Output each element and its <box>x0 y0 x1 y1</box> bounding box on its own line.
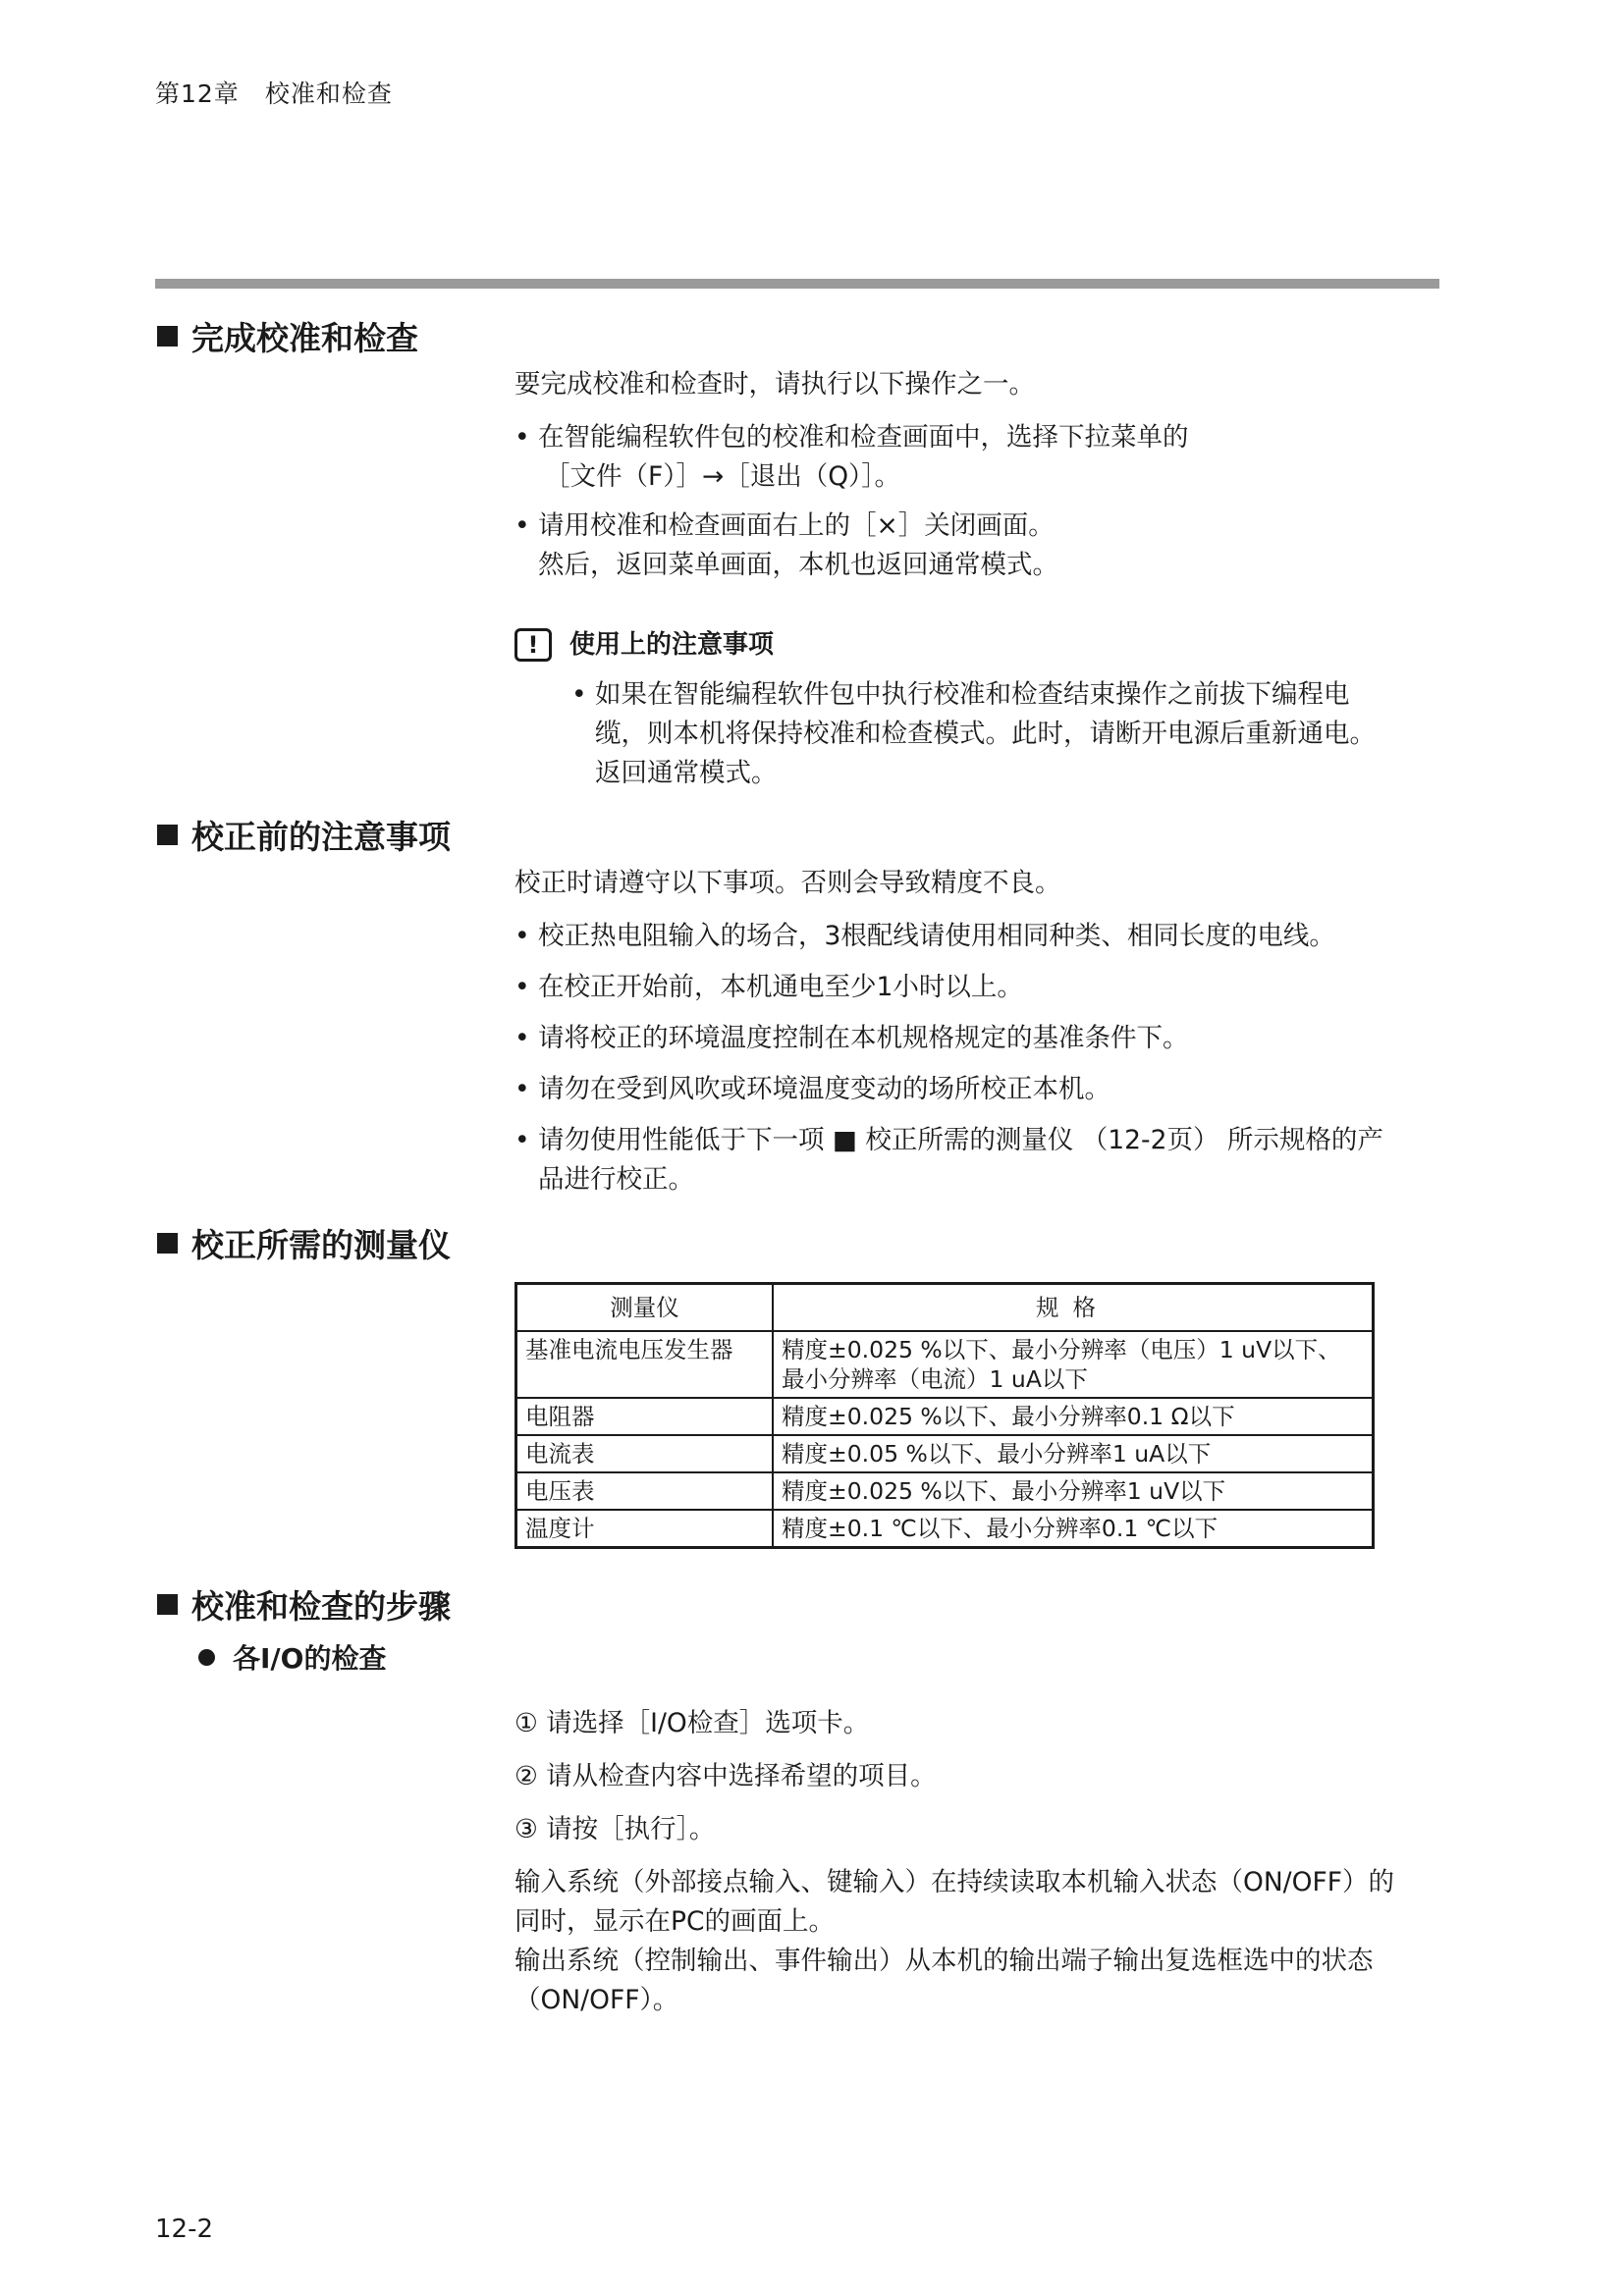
table-row <box>516 1510 1374 1548</box>
procedure-note: 输入系统（外部接点输入、键输入）在持续读取本机输入状态（ON/OFF）的 同时，显示在PC的画面上。 输出系统（控制输出、事件输出）从本机的输出端子输出复选框选中的状态 （ON/OFF）。 <box>514 1867 1394 2015</box>
instruments-table <box>514 1282 1375 1549</box>
finish-intro: 要完成校准和检查时，请执行以下操作之一。 <box>514 369 1035 400</box>
instrument-spec: 精度±0.05 %以下、最小分辨率1 uA以下 <box>773 1435 1374 1472</box>
caution-title: 使用上的注意事项 <box>569 630 775 660</box>
exclamation-icon: ! <box>514 628 552 662</box>
circle-bullet-icon <box>198 1649 215 1666</box>
chapter-title: 校准和检查 <box>264 80 393 108</box>
instrument-name: 电流表 <box>516 1435 774 1472</box>
table-row <box>516 1435 1374 1472</box>
section-title-procedure: 校准和检查的步骤 <box>157 1582 451 1626</box>
instrument-spec: 精度±0.025 %以下、最小分辨率0.1 Ω以下 <box>773 1398 1374 1435</box>
section-title-instruments: 校正所需的测量仪 <box>157 1221 451 1264</box>
step-item: ③ 请按［执行］。 <box>514 1814 716 1844</box>
instrument-name: 温度计 <box>516 1510 774 1548</box>
column-header: 测量仪 <box>516 1284 774 1332</box>
square-bullet-icon <box>157 1594 178 1615</box>
section-divider <box>155 279 1439 289</box>
instrument-name: 电阻器 <box>516 1398 774 1435</box>
precaution-item: • 校正热电阻输入的场合，3根配线请使用相同种类、相同长度的电线。 <box>514 921 1335 951</box>
finish-bullet-1: • 在智能编程软件包的校准和检查画面中，选择下拉菜单的 ［文件（F）］→［退出（Q）］。 <box>514 422 1189 492</box>
caution-text: • 如果在智能编程软件包中执行校准和检查结束操作之前拔下编程电 缆，则本机将保持校准和检查模式。此时，请断开电源后重新通电。 返回通常模式。 <box>571 679 1376 788</box>
instrument-spec: 精度±0.025 %以下、最小分辨率（电压）1 uV以下、 最小分辨率（电流）1 uA以下 <box>773 1331 1374 1398</box>
precaution-item: • 请将校正的环境温度控制在本机规格规定的基准条件下。 <box>514 1023 1189 1053</box>
section-title-finish: 完成校准和检查 <box>157 314 418 357</box>
instrument-name: 基准电流电压发生器 <box>516 1331 774 1398</box>
precautions-intro: 校正时请遵守以下事项。否则会导致精度不良。 <box>514 868 1061 898</box>
square-bullet-icon <box>157 1233 178 1254</box>
table-header-row <box>516 1284 1374 1332</box>
square-bullet-icon <box>157 326 178 347</box>
subsection-title-io-check: 各I/O的检查 <box>198 1637 386 1677</box>
step-item: ② 请从检查内容中选择希望的项目。 <box>514 1761 937 1791</box>
instrument-name: 电压表 <box>516 1472 774 1510</box>
precaution-item: • 在校正开始前，本机通电至少1小时以上。 <box>514 972 1023 1002</box>
table-row <box>516 1398 1374 1435</box>
column-header: 规格 <box>773 1284 1374 1332</box>
step-item: ① 请选择［I/O检查］选项卡。 <box>514 1708 870 1738</box>
square-bullet-icon <box>157 825 178 845</box>
section-title-precautions: 校正前的注意事项 <box>157 813 451 856</box>
page-header <box>155 75 393 110</box>
finish-bullet-2: • 请用校准和检查画面右上的［×］关闭画面。 然后，返回菜单画面，本机也返回通常模式。 <box>514 510 1058 580</box>
precaution-item: • 请勿在受到风吹或环境温度变动的场所校正本机。 <box>514 1074 1110 1104</box>
precaution-item: • 请勿使用性能低于下一项 ■ 校正所需的测量仪 （12-2页） 所示规格的产 品进行校正。 <box>514 1125 1383 1195</box>
instrument-spec: 精度±0.025 %以下、最小分辨率1 uV以下 <box>773 1472 1374 1510</box>
chapter-label: 第12章 <box>155 80 240 108</box>
table-row <box>516 1472 1374 1510</box>
instrument-spec: 精度±0.1 ℃以下、最小分辨率0.1 ℃以下 <box>773 1510 1374 1548</box>
table-row <box>516 1331 1374 1398</box>
page-number: 12-2 <box>155 2215 214 2244</box>
